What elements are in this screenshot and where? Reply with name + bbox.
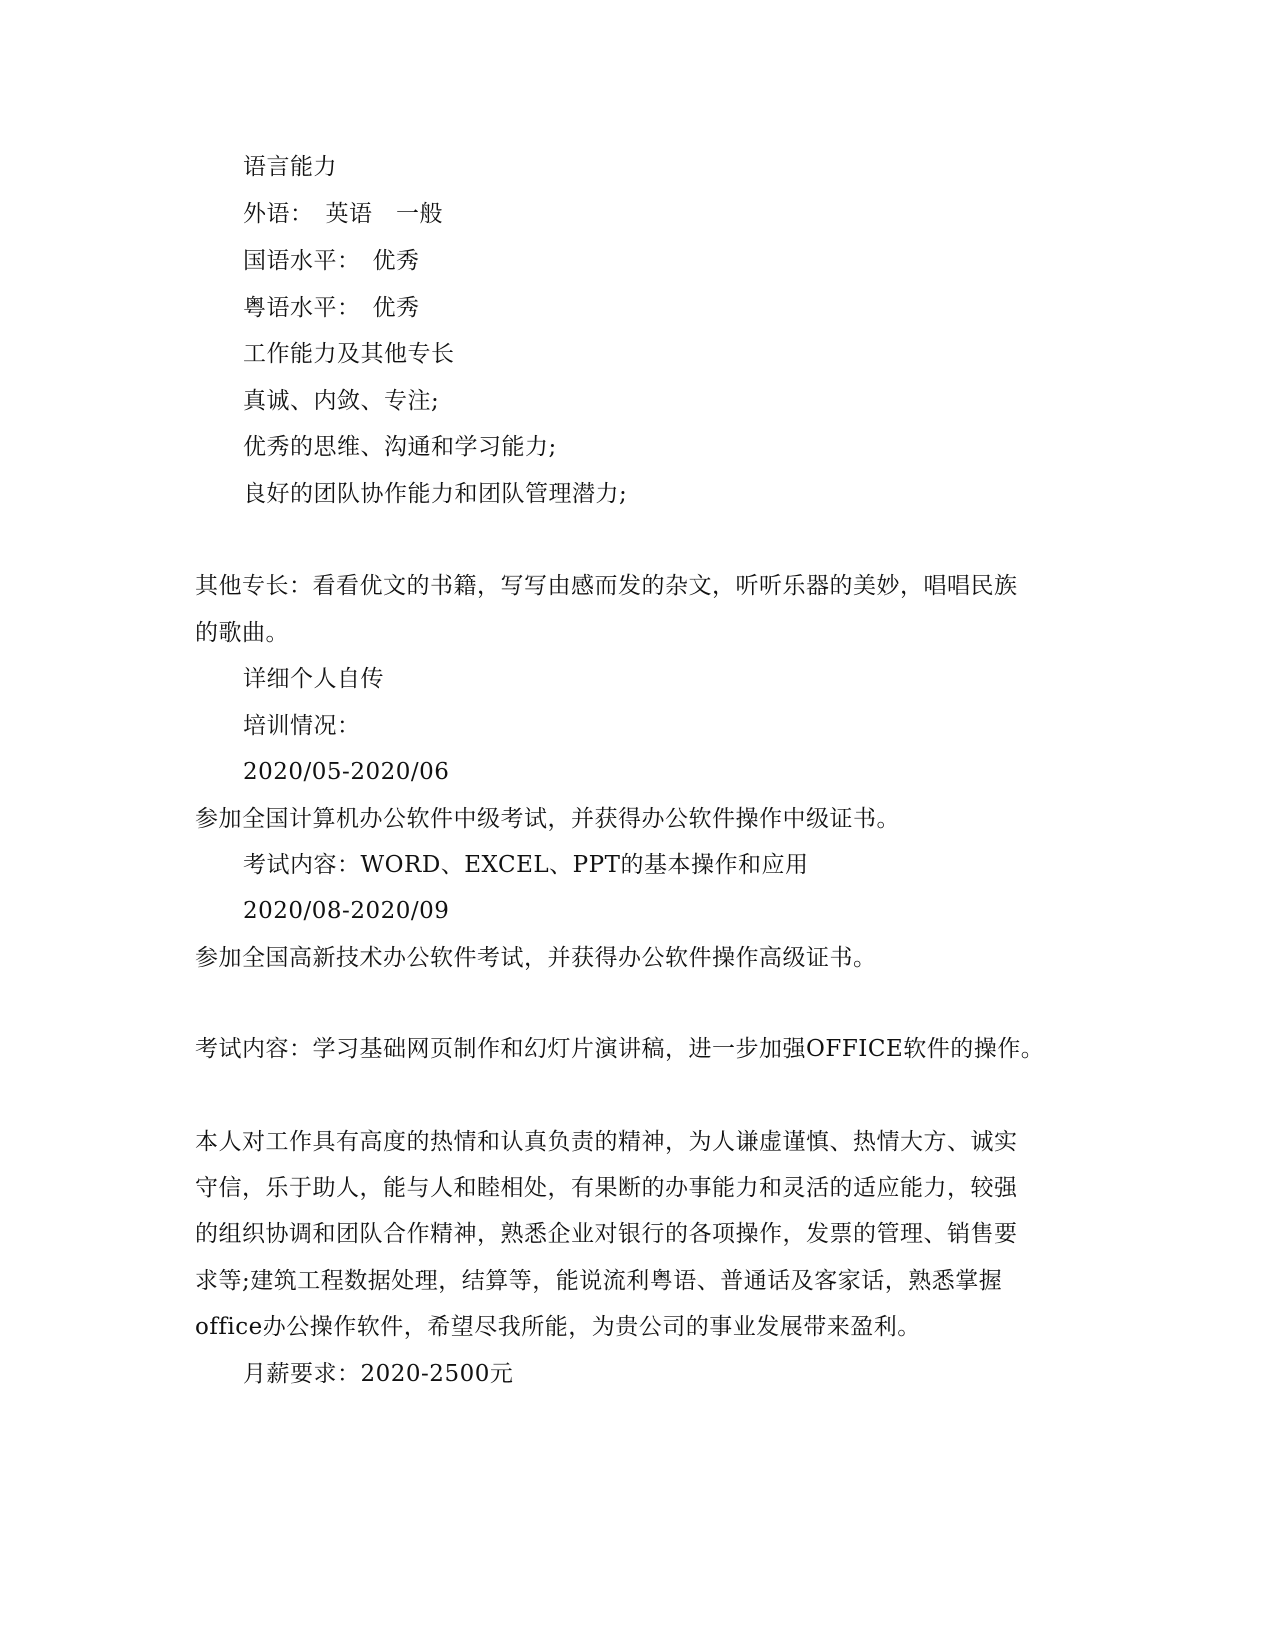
cantonese-level-line: 粤语水平： 优秀 — [243, 295, 420, 321]
summary-line: 的组织协调和团队合作精神，熟悉企业对银行的各项操作，发票的管理、销售要 — [195, 1221, 1018, 1247]
other-skills-line: 的歌曲。 — [195, 620, 289, 646]
training-description: 参加全国高新技术办公软件考试，并获得办公软件操作高级证书。 — [195, 945, 877, 971]
training-content: 考试内容：学习基础网页制作和幻灯片演讲稿，进一步加强OFFICE软件的操作。 — [195, 1036, 1045, 1062]
mandarin-level-line: 国语水平： 优秀 — [243, 248, 420, 274]
summary-line: 求等;建筑工程数据处理，结算等，能说流利粤语、普通话及客家话，熟悉掌握 — [195, 1268, 1003, 1294]
skill-item: 优秀的思维、沟通和学习能力; — [243, 434, 557, 460]
language-heading: 语言能力 — [243, 154, 337, 180]
salary-requirement: 月薪要求：2020-2500元 — [243, 1361, 514, 1387]
foreign-language-line: 外语： 英语 一般 — [243, 201, 443, 227]
bio-heading: 详细个人自传 — [243, 666, 384, 692]
training-content: 考试内容：WORD、EXCEL、PPT的基本操作和应用 — [243, 852, 809, 878]
summary-line: office办公操作软件，希望尽我所能，为贵公司的事业发展带来盈利。 — [195, 1314, 921, 1340]
training-description: 参加全国计算机办公软件中级考试，并获得办公软件操作中级证书。 — [195, 806, 900, 832]
summary-line: 守信，乐于助人，能与人和睦相处，有果断的办事能力和灵活的适应能力，较强 — [195, 1175, 1018, 1201]
summary-line: 本人对工作具有高度的热情和认真负责的精神，为人谦虚谨慎、热情大方、诚实 — [195, 1129, 1018, 1155]
training-period: 2020/08-2020/09 — [243, 898, 450, 924]
training-period: 2020/05-2020/06 — [243, 759, 450, 785]
skill-item: 真诚、内敛、专注; — [243, 388, 440, 414]
training-label: 培训情况： — [243, 713, 361, 739]
skills-heading: 工作能力及其他专长 — [243, 341, 455, 367]
other-skills-line: 其他专长：看看优文的书籍，写写由感而发的杂文，听听乐器的美妙，唱唱民族 — [195, 573, 1018, 599]
skill-item: 良好的团队协作能力和团队管理潜力; — [243, 481, 628, 507]
